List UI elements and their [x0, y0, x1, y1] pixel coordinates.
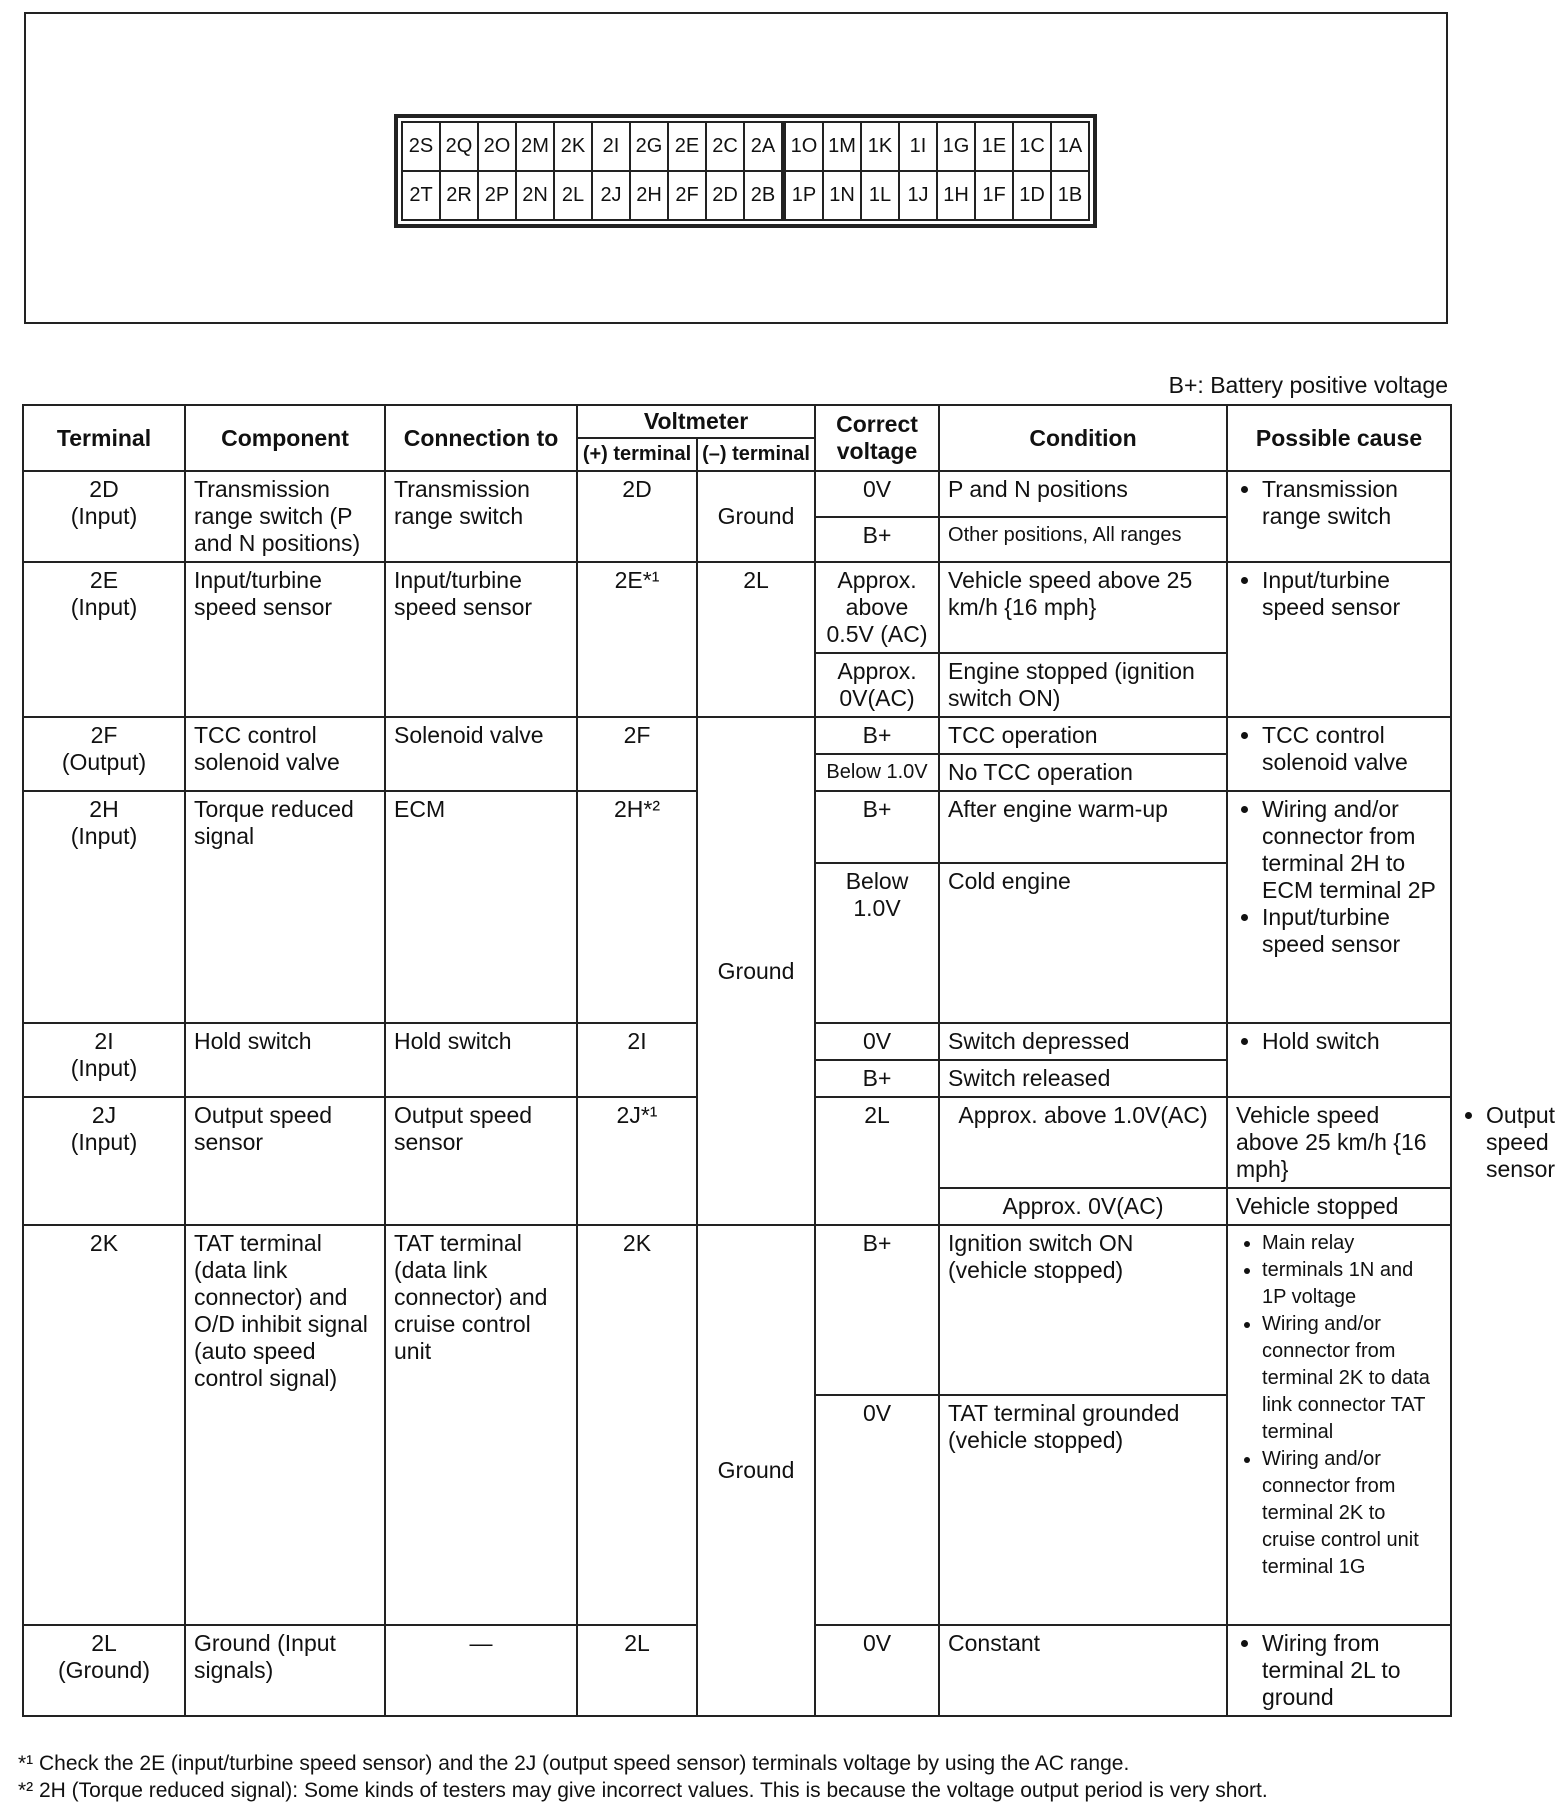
connector-pin-1e: 1E	[975, 122, 1013, 171]
table-row: 2J (Input) Output speed sensor Output speed sensor 2J*¹ 2L Approx. above 1.0V(AC) Vehicle speed above 25 km/h {16 mph} Output speed sensor	[23, 1097, 1451, 1188]
header-possible-cause: Possible cause	[1227, 405, 1451, 471]
component-cell: TCC control solenoid valve	[185, 717, 385, 791]
connector-pin-1l: 1L	[861, 171, 899, 220]
connector-pin-1b: 1B	[1051, 171, 1089, 220]
cause-item: • Wiring and/or connector from terminal 2H to ECM terminal 2P	[1262, 796, 1442, 904]
minus-terminal-cell: 2L	[697, 562, 815, 717]
voltage-cell: Approx. above 1.0V(AC)	[939, 1097, 1227, 1188]
connector-pin-2t: 2T	[402, 171, 440, 220]
connector-pin-2a: 2A	[744, 122, 784, 171]
condition-cell: P and N positions	[939, 471, 1227, 517]
component-cell: Input/turbine speed sensor	[185, 562, 385, 717]
header-correct-voltage: Correct voltage	[815, 405, 939, 471]
voltage-cell: Approx. 0V(AC)	[815, 653, 939, 717]
condition-cell: Ignition switch ON (vehicle stopped)	[939, 1225, 1227, 1395]
condition-cell: Vehicle stopped	[1227, 1188, 1451, 1225]
minus-terminal-cell: Ground	[697, 717, 815, 1225]
voltage-cell: 0V	[815, 1023, 939, 1060]
connector-pin-1k: 1K	[861, 122, 899, 171]
condition-cell: Constant	[939, 1625, 1227, 1716]
footnote-1: *¹ Check the 2E (input/turbine speed sensor) and the 2J (output speed sensor) terminals voltage by using the AC range.	[18, 1752, 1130, 1775]
cause-cell	[1227, 791, 1451, 1023]
header-voltmeter: Voltmeter	[577, 405, 815, 438]
terminal-cell: 2L (Ground)	[23, 1625, 185, 1716]
voltage-cell: 0V	[815, 1395, 939, 1625]
connector-pin-2n: 2N	[516, 171, 554, 220]
component-cell: Ground (Input signals)	[185, 1625, 385, 1716]
connector-pin-1o: 1O	[784, 122, 824, 171]
condition-cell: Other positions, All ranges	[939, 517, 1227, 563]
connector-pin-1a: 1A	[1051, 122, 1089, 171]
voltage-cell: B+	[815, 1225, 939, 1395]
connector-pin-2r: 2R	[440, 171, 478, 220]
voltage-cell: B+	[815, 517, 939, 563]
footnotes	[18, 1750, 1268, 1804]
cause-item: • Hold switch	[1262, 1028, 1442, 1055]
connector-pin-2g: 2G	[630, 122, 668, 171]
voltage-cell: B+	[815, 717, 939, 754]
connector-pin-2q: 2Q	[440, 122, 478, 171]
connector-pin-2p: 2P	[478, 171, 516, 220]
connection-cell: Transmission range switch	[385, 471, 577, 562]
cause-cell	[1227, 562, 1451, 717]
connector-pin-2m: 2M	[516, 122, 554, 171]
connector-pin-1j: 1J	[899, 171, 937, 220]
connection-cell: Solenoid valve	[385, 717, 577, 791]
connection-cell: Hold switch	[385, 1023, 577, 1097]
connector-pin-1c: 1C	[1013, 122, 1051, 171]
connector-pin-2l: 2L	[554, 171, 592, 220]
voltage-cell: Below 1.0V	[815, 863, 939, 1023]
voltage-cell: B+	[815, 791, 939, 863]
terminal-cell: 2K	[23, 1225, 185, 1625]
component-cell: Torque reduced signal	[185, 791, 385, 1023]
connector-pin-1d: 1D	[1013, 171, 1051, 220]
header-minus-terminal: (–) terminal	[697, 438, 815, 471]
minus-terminal-cell: 2L	[815, 1097, 939, 1225]
connection-cell: —	[385, 1625, 577, 1716]
header-row	[23, 405, 1451, 438]
terminal-cell: 2F (Output)	[23, 717, 185, 791]
minus-terminal-cell: Ground	[697, 471, 815, 562]
condition-cell: Switch depressed	[939, 1023, 1227, 1060]
plus-terminal-cell: 2I	[577, 1023, 697, 1097]
cause-cell	[1227, 471, 1451, 562]
connector-pin-1h: 1H	[937, 171, 975, 220]
plus-terminal-cell: 2K	[577, 1225, 697, 1625]
condition-cell: After engine warm-up	[939, 791, 1227, 863]
connector-pin-1n: 1N	[823, 171, 861, 220]
terminal-voltage-table	[22, 404, 1555, 1717]
condition-cell: Switch released	[939, 1060, 1227, 1097]
connector-pin-2e: 2E	[668, 122, 706, 171]
voltage-cell: Approx. above 0.5V (AC)	[815, 562, 939, 653]
connection-cell: TAT terminal (data link connector) and cruise control unit	[385, 1225, 577, 1625]
cause-item: • Transmission range switch	[1262, 476, 1442, 530]
connector-pin-2j: 2J	[592, 171, 630, 220]
legend-text: B+: Battery positive voltage	[1168, 372, 1448, 398]
connector-pin-1f: 1F	[975, 171, 1013, 220]
condition-cell: TCC operation	[939, 717, 1227, 754]
cause-item: • Wiring and/or connector from terminal 2K to data link connector TAT terminal	[1262, 1311, 1442, 1446]
connector-pin-1i: 1I	[899, 122, 937, 171]
table-row	[23, 562, 1451, 653]
connection-cell: ECM	[385, 791, 577, 1023]
cause-item: • Main relay	[1262, 1230, 1442, 1257]
connector-pin-1m: 1M	[823, 122, 861, 171]
component-cell: TAT terminal (data link connector) and O/D inhibit signal (auto speed control signal)	[185, 1225, 385, 1625]
condition-cell: Vehicle speed above 25 km/h {16 mph}	[1227, 1097, 1451, 1188]
table-row	[23, 1225, 1451, 1395]
condition-cell: TAT terminal grounded (vehicle stopped)	[939, 1395, 1227, 1625]
header-plus-terminal: (+) terminal	[577, 438, 697, 471]
cause-cell	[1227, 1023, 1451, 1097]
connector-diagram-box	[24, 12, 1448, 324]
terminal-cell: 2D (Input)	[23, 471, 185, 562]
minus-terminal-cell: Ground	[697, 1225, 815, 1716]
connector-pin-2h: 2H	[630, 171, 668, 220]
cause-cell	[1227, 1225, 1451, 1625]
connector-pin-2s: 2S	[402, 122, 440, 171]
connector-pin-2b: 2B	[744, 171, 784, 220]
connector-pin-1p: 1P	[784, 171, 824, 220]
connector-pin-2o: 2O	[478, 122, 516, 171]
cause-item: • Wiring from terminal 2L to ground	[1262, 1630, 1442, 1711]
condition-cell: Engine stopped (ignition switch ON)	[939, 653, 1227, 717]
plus-terminal-cell: 2E*¹	[577, 562, 697, 717]
connection-cell: Input/turbine speed sensor	[385, 562, 577, 717]
component-cell: Transmission range switch (P and N positions)	[185, 471, 385, 562]
cause-cell	[1227, 1625, 1451, 1716]
cause-item: • Input/turbine speed sensor	[1262, 904, 1442, 958]
terminal-cell: 2H (Input)	[23, 791, 185, 1023]
condition-cell: Cold engine	[939, 863, 1227, 1023]
cause-item: • TCC control solenoid valve	[1262, 722, 1442, 776]
component-cell: Hold switch	[185, 1023, 385, 1097]
plus-terminal-cell: 2J*¹	[577, 1097, 697, 1225]
cause-item: • Input/turbine speed sensor	[1262, 567, 1442, 621]
voltage-cell: Approx. 0V(AC)	[939, 1188, 1227, 1225]
connection-cell: Output speed sensor	[385, 1097, 577, 1225]
cause-item: • Wiring and/or connector from terminal 2K to cruise control unit terminal 1G	[1262, 1446, 1442, 1581]
header-condition: Condition	[939, 405, 1227, 471]
plus-terminal-cell: 2H*²	[577, 791, 697, 1023]
connector-pin-2i: 2I	[592, 122, 630, 171]
condition-cell: No TCC operation	[939, 754, 1227, 791]
plus-terminal-cell: 2D	[577, 471, 697, 562]
terminal-cell: 2J (Input)	[23, 1097, 185, 1225]
cause-cell	[1227, 717, 1451, 791]
connector-top-row	[402, 122, 1089, 171]
header-terminal: Terminal	[23, 405, 185, 471]
connector-pin-2k: 2K	[554, 122, 592, 171]
terminal-cell: 2I (Input)	[23, 1023, 185, 1097]
header-connection: Connection to	[385, 405, 577, 471]
plus-terminal-cell: 2L	[577, 1625, 697, 1716]
voltage-cell: 0V	[815, 1625, 939, 1716]
voltage-cell: Below 1.0V	[815, 754, 939, 791]
connector-pin-2c: 2C	[706, 122, 744, 171]
footnote-2: *² 2H (Torque reduced signal): Some kinds of testers may give incorrect values. This is because the voltage output period is very short.	[18, 1779, 1268, 1802]
table-row	[23, 717, 1451, 754]
connector-diagram	[394, 114, 1097, 228]
voltage-cell: 0V	[815, 471, 939, 517]
connector-pin-2f: 2F	[668, 171, 706, 220]
terminal-cell: 2E (Input)	[23, 562, 185, 717]
voltage-cell: B+	[815, 1060, 939, 1097]
header-component: Component	[185, 405, 385, 471]
plus-terminal-cell: 2F	[577, 717, 697, 791]
connector-pin-1g: 1G	[937, 122, 975, 171]
cause-item: • terminals 1N and 1P voltage	[1262, 1257, 1442, 1311]
table-row	[23, 471, 1451, 517]
connector-bottom-row	[402, 171, 1089, 220]
component-cell: Output speed sensor	[185, 1097, 385, 1225]
connector-pin-2d: 2D	[706, 171, 744, 220]
condition-cell: Vehicle speed above 25 km/h {16 mph}	[939, 562, 1227, 653]
